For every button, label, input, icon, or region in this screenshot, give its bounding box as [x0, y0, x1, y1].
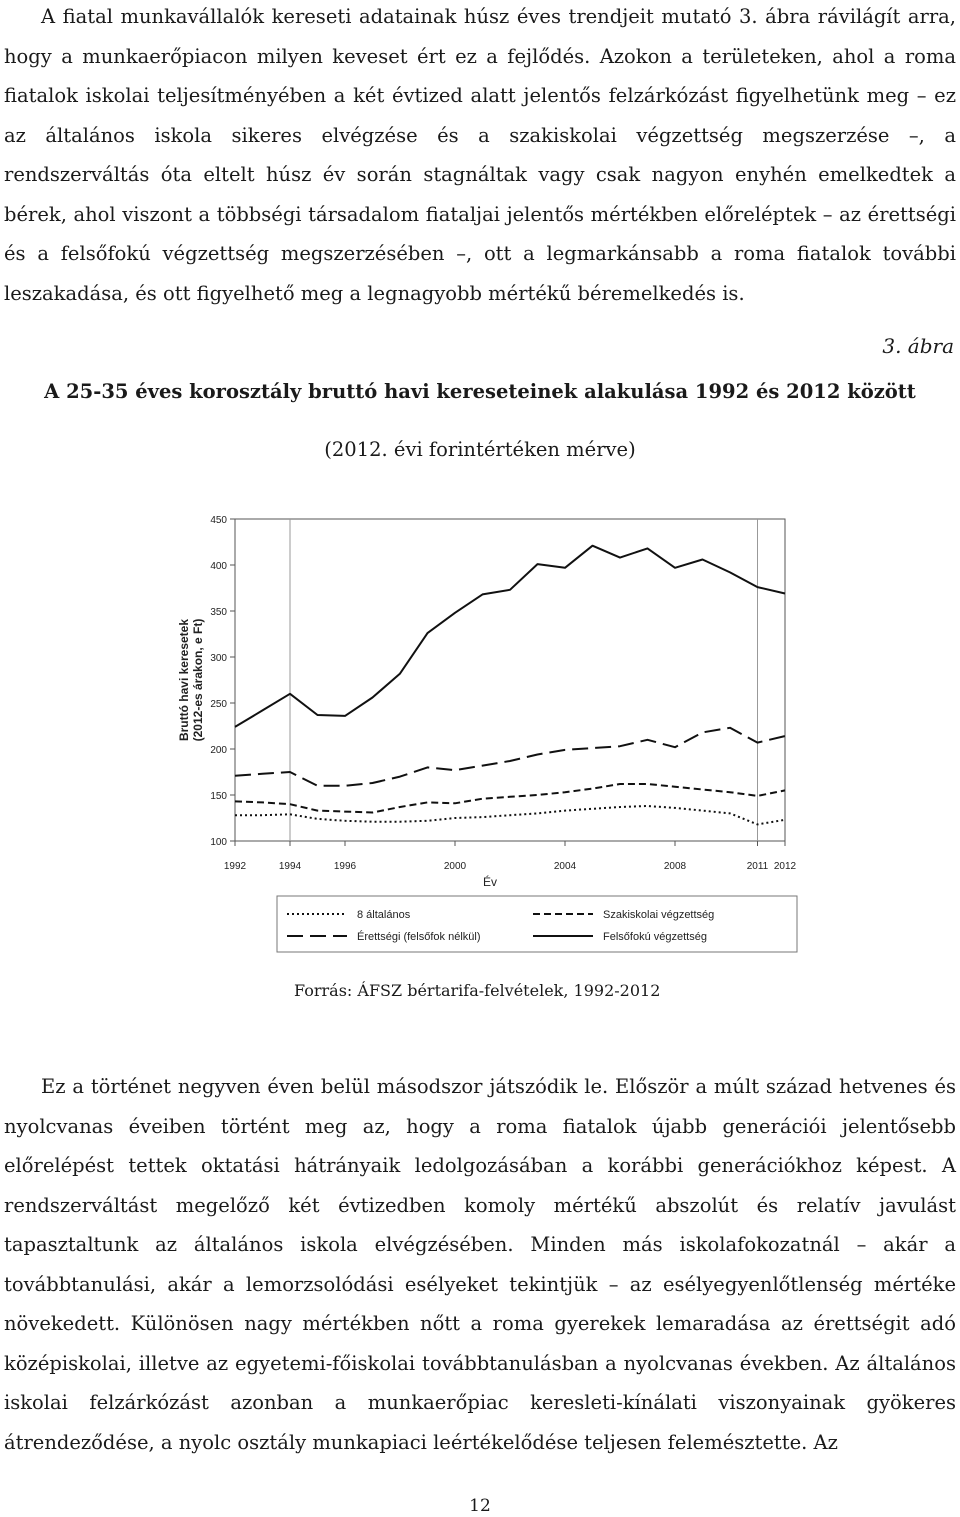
y-tick-label-400: 400 [210, 561, 227, 572]
chart-axes [235, 519, 785, 841]
figure-label: 3. ábra [882, 334, 954, 358]
figure-title: A 25-35 éves korosztály bruttó havi kereseteinek alakulása 1992 és 2012 között [44, 380, 916, 403]
legend [277, 896, 797, 952]
legend-label-4: Felsőfokú végzettség [603, 931, 707, 943]
series-line-4 [235, 546, 785, 727]
page-number: 12 [469, 1496, 491, 1516]
x-axis-label: Év [482, 875, 498, 889]
legend-label-1: 8 általános [357, 909, 411, 921]
series-lines [235, 546, 785, 825]
figure-subtitle: (2012. évi forintértéken mérve) [324, 438, 636, 461]
plot-frame [235, 519, 785, 841]
y-tick-label-450: 450 [210, 515, 227, 526]
legend-label-2: Szakiskolai végzettség [603, 909, 715, 921]
x-tick-label-2004: 2004 [553, 861, 577, 872]
y-axis-label-line-2: (2012-es árakon, e Ft) [191, 618, 205, 742]
y-tick-label-350: 350 [210, 607, 227, 618]
x-tick-label-1992: 1992 [223, 861, 247, 872]
legend-box [277, 896, 797, 952]
reference-lines [290, 519, 758, 841]
series-line-2 [235, 784, 785, 813]
x-tick-label-2012: 2012 [773, 861, 797, 872]
y-tick-label-250: 250 [210, 699, 227, 710]
y-axis-label [177, 619, 205, 742]
x-tick-label-2008: 2008 [663, 861, 687, 872]
paragraph-2: Ez a történet negyven éven belül másodszor játszódik le. Először a múlt század hetvenes és nyolcvanas éveiben történt meg az, hogy a roma fiatalok újabb generációi jelentősebb előrelépést tettek oktatási hátrányaik ledolgozásában a korábbi generációkhoz képest. A rendszerváltást megelőző két évtizedben komoly mértékű abszolút és relatív javulást tapasztaltunk az általános iskola elvégzésében. Minden más iskolafokozatnál – akár a továbbtanulási, akár a lemorzsolódási esélyeket tekintjük – az esélyegyenlőtlenség mértéke növekedett. Különösen nagy mértékben nőtt a roma gyerekek lemaradása az érettségit adó középiskolai, illetve az egyetemi-főiskolai továbbtanulásban a nyolcvanas években. Az általános iskolai felzárkózást azonban a munkaerőpiac keresleti-kínálati viszonyainak gyökeres átrendeződése, a nyolc osztály munkapiaci leértékelődése teljesen felemésztette. Az [4, 1075, 956, 1454]
paragraph-1: A fiatal munkavállalók kereseti adatainak húsz éves trendjeit mutató 3. ábra rávilágít arra, hogy a munkaerőpiacon milyen keveset ért ez a fejlődés. Azokon a területeken, ahol a roma fiatalok iskolai teljesítményében a két évtized alatt jelentős felzárkózást figyelhetünk meg – ez az általános iskola sikeres elvégzése és a szakiskolai végzettség megszerzése –, a rendszerváltás óta eltelt húsz év során stagnáltak vagy csak nagyon enyhén emelkedtek a bérek, ahol viszont a többségi társadalom fiataljai jelentős mértékben előreléptek – az érettségi és a felsőfokú végzettség megszerzésében –, ott a legmarkánsabb a roma fiatalok további leszakadása, és ott figyelhető meg a legnagyobb mértékű béremelkedés is. [4, 5, 956, 305]
earnings-line-chart [160, 500, 800, 960]
x-axis-ticks [224, 841, 797, 872]
legend-label-3: Érettségi (felsőfok nélkül) [357, 931, 481, 943]
x-tick-label-1996: 1996 [333, 861, 357, 872]
x-tick-label-2000: 2000 [443, 861, 467, 872]
figure-source: Forrás: ÁFSZ bértarifa-felvételek, 1992-2012 [294, 981, 661, 1000]
y-axis-ticks [210, 515, 235, 848]
y-tick-label-300: 300 [210, 653, 227, 664]
x-tick-label-1994: 1994 [278, 861, 302, 872]
y-tick-label-100: 100 [210, 837, 227, 848]
y-axis-label-line-1: Bruttó havi keresetek [177, 618, 191, 742]
x-tick-label-2011: 2011 [746, 861, 769, 872]
series-line-1 [235, 806, 785, 824]
series-line-3 [235, 728, 785, 786]
y-tick-label-150: 150 [210, 791, 227, 802]
y-tick-label-200: 200 [210, 745, 227, 756]
